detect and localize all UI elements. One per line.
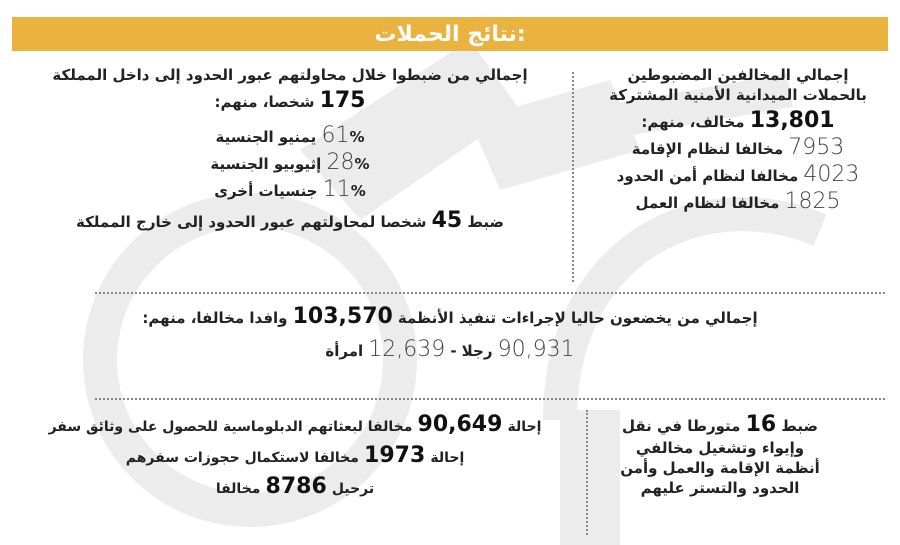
vertical-divider-bottom [586,410,588,535]
right-heading-2: بالحملات الميدانية الأمنية المشتركة [609,86,867,104]
men-value: 90,931 [497,337,575,362]
percent-value: 28 [326,150,355,175]
list-item [20,123,560,148]
horizontal-divider-1 [95,292,885,294]
right-heading-1: إجمالي المخالفين المضبوطين [627,66,849,84]
percent-value: 11 [322,177,351,202]
middle-value: 103,570 [292,304,393,329]
item-value: 8786 [265,474,327,499]
header-title: نتائج الحملات: [374,21,526,47]
percent-label: % إثيوبيو الجنسية [210,155,370,173]
list-item [20,150,560,175]
middle-line [0,304,900,329]
list-item [590,162,886,187]
bottom-right-line-1 [600,412,840,437]
exit-value: 45 [431,208,463,233]
item-prefix: إحالة [507,419,542,435]
percent-value: 61 [321,123,350,148]
women-value: 12,639 [368,337,446,362]
left-count [20,88,560,113]
section-header [12,17,888,51]
list-item [10,443,580,468]
bottom-right-prefix: ضبط [781,417,818,435]
gender-line [0,337,900,362]
women-label: امرأة [325,342,364,360]
percent-label: % جنسيات أخرى [214,182,366,200]
bottom-right-value: 16 [745,412,777,437]
item-label: مخالفا لنظام العمل [635,194,780,212]
right-total-suffix: مخالف، منهم: [641,113,745,131]
left-panel [20,66,560,233]
percent-label: % يمنيو الجنسية [215,128,365,146]
vertical-divider-top [572,72,574,282]
item-suffix: مخالفا لبعثاتهم الدبلوماسية للحصول على وثائق سفر [48,419,413,435]
item-value: 90,649 [417,412,503,437]
item-value: 1825 [784,189,841,214]
item-value: 1973 [364,443,426,468]
right-total-value: 13,801 [749,108,835,133]
item-value: 4023 [803,162,860,187]
list-item [590,189,886,214]
left-count-value: 175 [319,88,366,113]
bottom-right-line-4: الحدود والتستر عليهم [640,479,800,497]
list-item [20,177,560,202]
bottom-left-panel [10,412,580,499]
list-item [10,474,580,499]
middle-suffix: وافدا مخالفا، منهم: [142,309,288,327]
list-item [10,412,580,437]
item-value: 7953 [788,135,845,160]
right-panel [590,66,886,214]
item-prefix: ترحيل [331,481,375,497]
bottom-right-panel [600,412,840,497]
bottom-right-suffix: متورطا في نقل [622,417,741,435]
middle-section [0,304,900,362]
exit-line [20,208,560,233]
separator: - [450,342,457,360]
exit-suffix: شخصا لمحاولتهم عبور الحدود إلى خارج المملكة [75,213,427,231]
item-label: مخالفا لنظام أمن الحدود [616,167,799,185]
item-suffix: مخالفا [215,481,261,497]
item-suffix: مخالفا لاستكمال حجوزات سفرهم [125,450,359,466]
horizontal-divider-2 [95,398,885,400]
list-item [590,135,886,160]
item-prefix: إحالة [430,450,465,466]
right-total [590,108,886,133]
left-count-suffix: شخصا، منهم: [214,93,315,111]
bottom-right-line-2: وإيواء وتشغيل مخالفي [635,439,805,457]
men-label: رجلا [461,342,493,360]
left-heading: إجمالي من ضبطوا خلال محاولتهم عبور الحدود إلى داخل المملكة [52,66,528,84]
item-label: مخالفا لنظام الإقامة [631,140,784,158]
bottom-right-line-3: أنظمة الإقامة والعمل وأمن [620,459,820,477]
exit-prefix: ضبط [467,213,505,231]
middle-prefix: إجمالي من يخضعون حاليا لإجراءات تنفيذ الأنظمة [397,309,758,327]
